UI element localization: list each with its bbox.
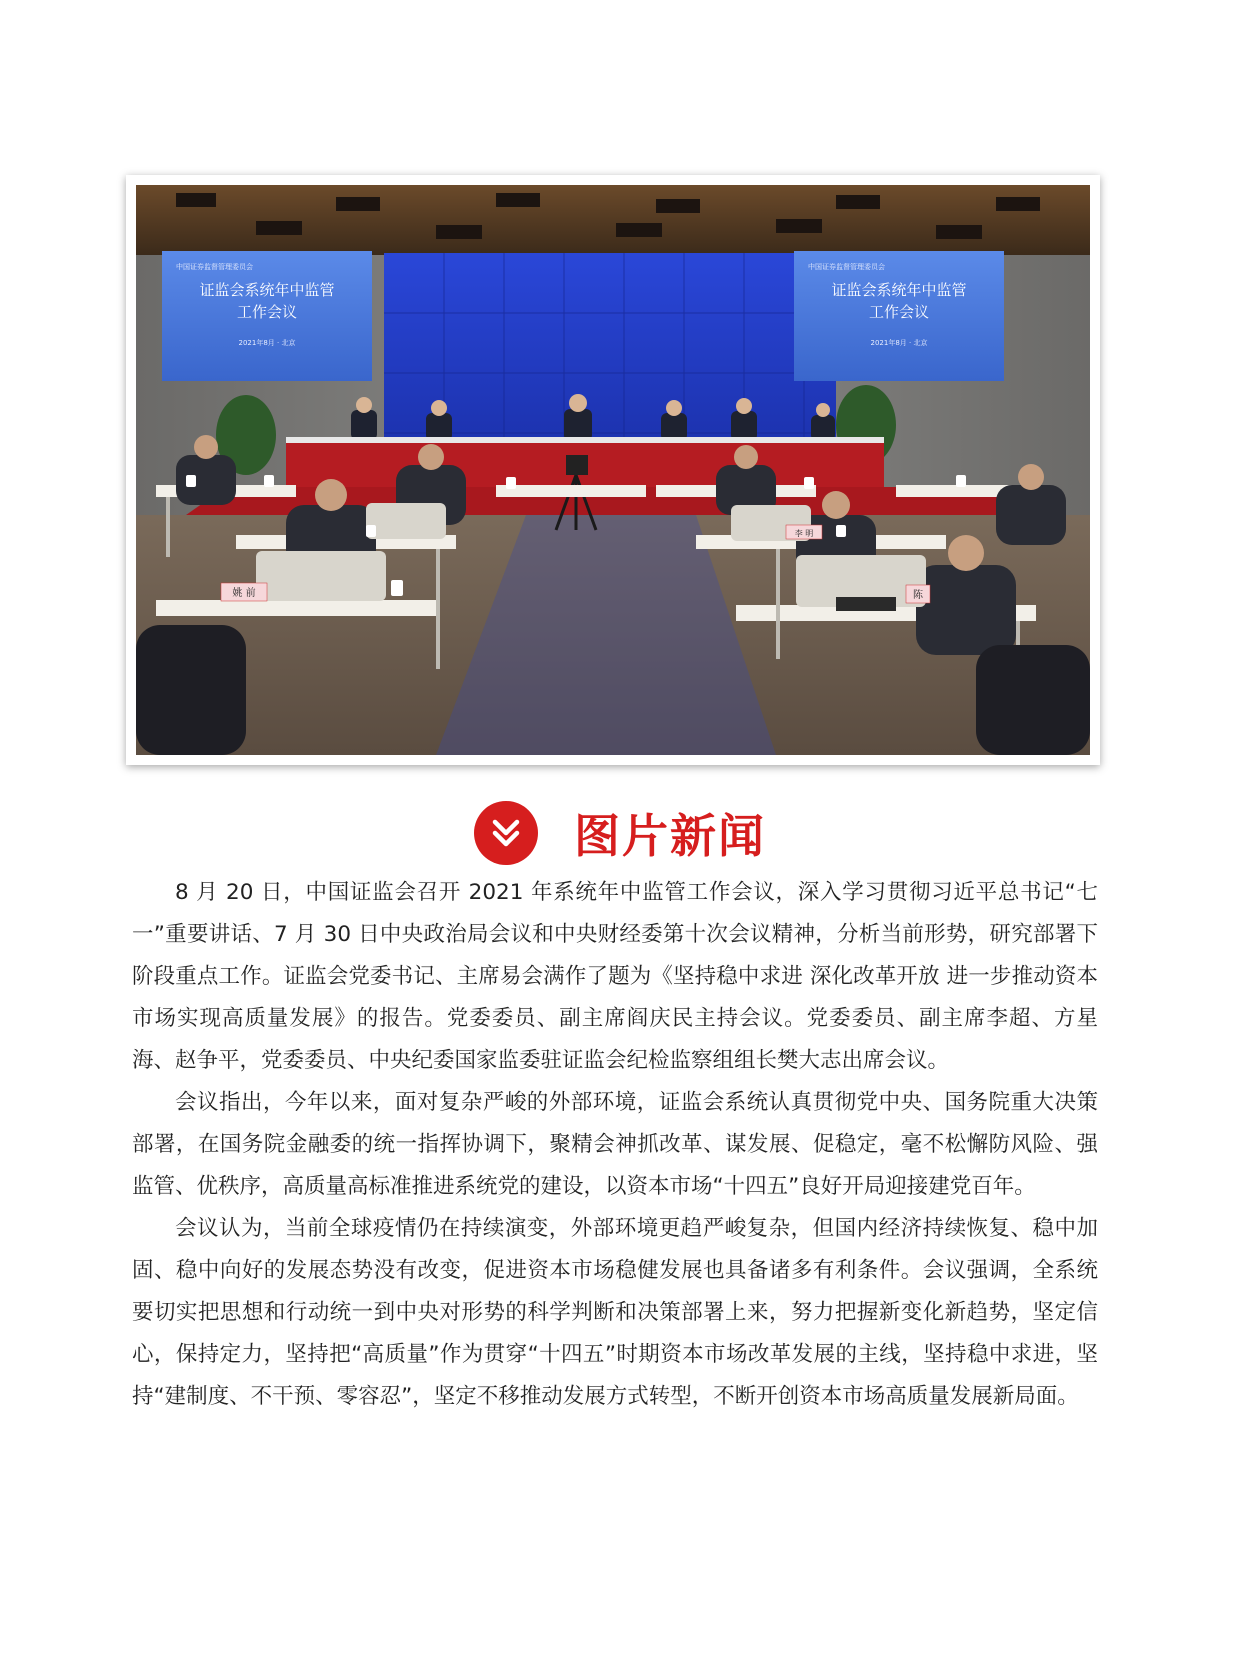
right-screen-title-1: 证监会系统年中监管 [831, 281, 967, 299]
section-title: 图片新闻 [574, 809, 766, 863]
right-screen-date: 2021年8月 · 北京 [870, 339, 928, 347]
photo-frame [126, 175, 1100, 765]
article-paragraph-1: 8 月 20 日，中国证监会召开 2021 年系统年中监管工作会议，深入学习贯彻习近平总书记“七一”重要讲话、7 月 30 日中央政治局会议和中央财经委第十次会议精神，分析当前形势，研究部署下阶段重点工作。证监会党委书记、主席易会满作了题为《坚持稳中求进 深化改革开放 进一步推动资本市场实现高质量发展》的报告。党委委员、副主席阎庆民主持会议。党委委员、副主席李超、方星海、赵争平，党委委员、中央纪委国家监委驻证监会纪检监察组组长樊大志出席会议。 [132, 880, 1098, 1073]
right-screen-org: 中国证券监督管理委员会 [808, 263, 885, 271]
left-screen-title-1: 证监会系统年中监管 [199, 281, 335, 299]
conference-scene [136, 185, 1090, 755]
nameplate-center-right: 李 明 [794, 529, 814, 538]
double-chevron-down-icon [474, 801, 538, 865]
nameplate-left: 姚 前 [232, 588, 256, 599]
right-screen-title-2: 工作会议 [868, 303, 930, 321]
conference-photo [136, 185, 1090, 755]
left-screen-org: 中国证券监督管理委员会 [176, 263, 253, 271]
nameplate-right: 陈 [913, 590, 923, 601]
article-paragraph-2: 会议指出，今年以来，面对复杂严峻的外部环境，证监会系统认真贯彻党中央、国务院重大决策部署，在国务院金融委的统一指挥协调下，聚精会神抓改革、谋发展、促稳定，毫不松懈防风险、强监管、优秩序，高质量高标准推进系统党的建设，以资本市场“十四五”良好开局迎接建党百年。 [132, 1090, 1098, 1199]
section-heading [0, 798, 1240, 868]
article-body [132, 872, 1098, 1418]
article-paragraph-3: 会议认为，当前全球疫情仍在持续演变，外部环境更趋严峻复杂，但国内经济持续恢复、稳中加固、稳中向好的发展态势没有改变，促进资本市场稳健发展也具备诸多有利条件。会议强调，全系统要切实把思想和行动统一到中央对形势的科学判断和决策部署上来，努力把握新变化新趋势，坚定信心，保持定力，坚持把“高质量”作为贯穿“十四五”时期资本市场改革发展的主线，坚持稳中求进，坚持“建制度、不干预、零容忍”，坚定不移推动发展方式转型，不断开创资本市场高质量发展新局面。 [132, 1216, 1098, 1409]
left-screen-title-2: 工作会议 [236, 303, 298, 321]
left-screen-date: 2021年8月 · 北京 [238, 339, 296, 347]
